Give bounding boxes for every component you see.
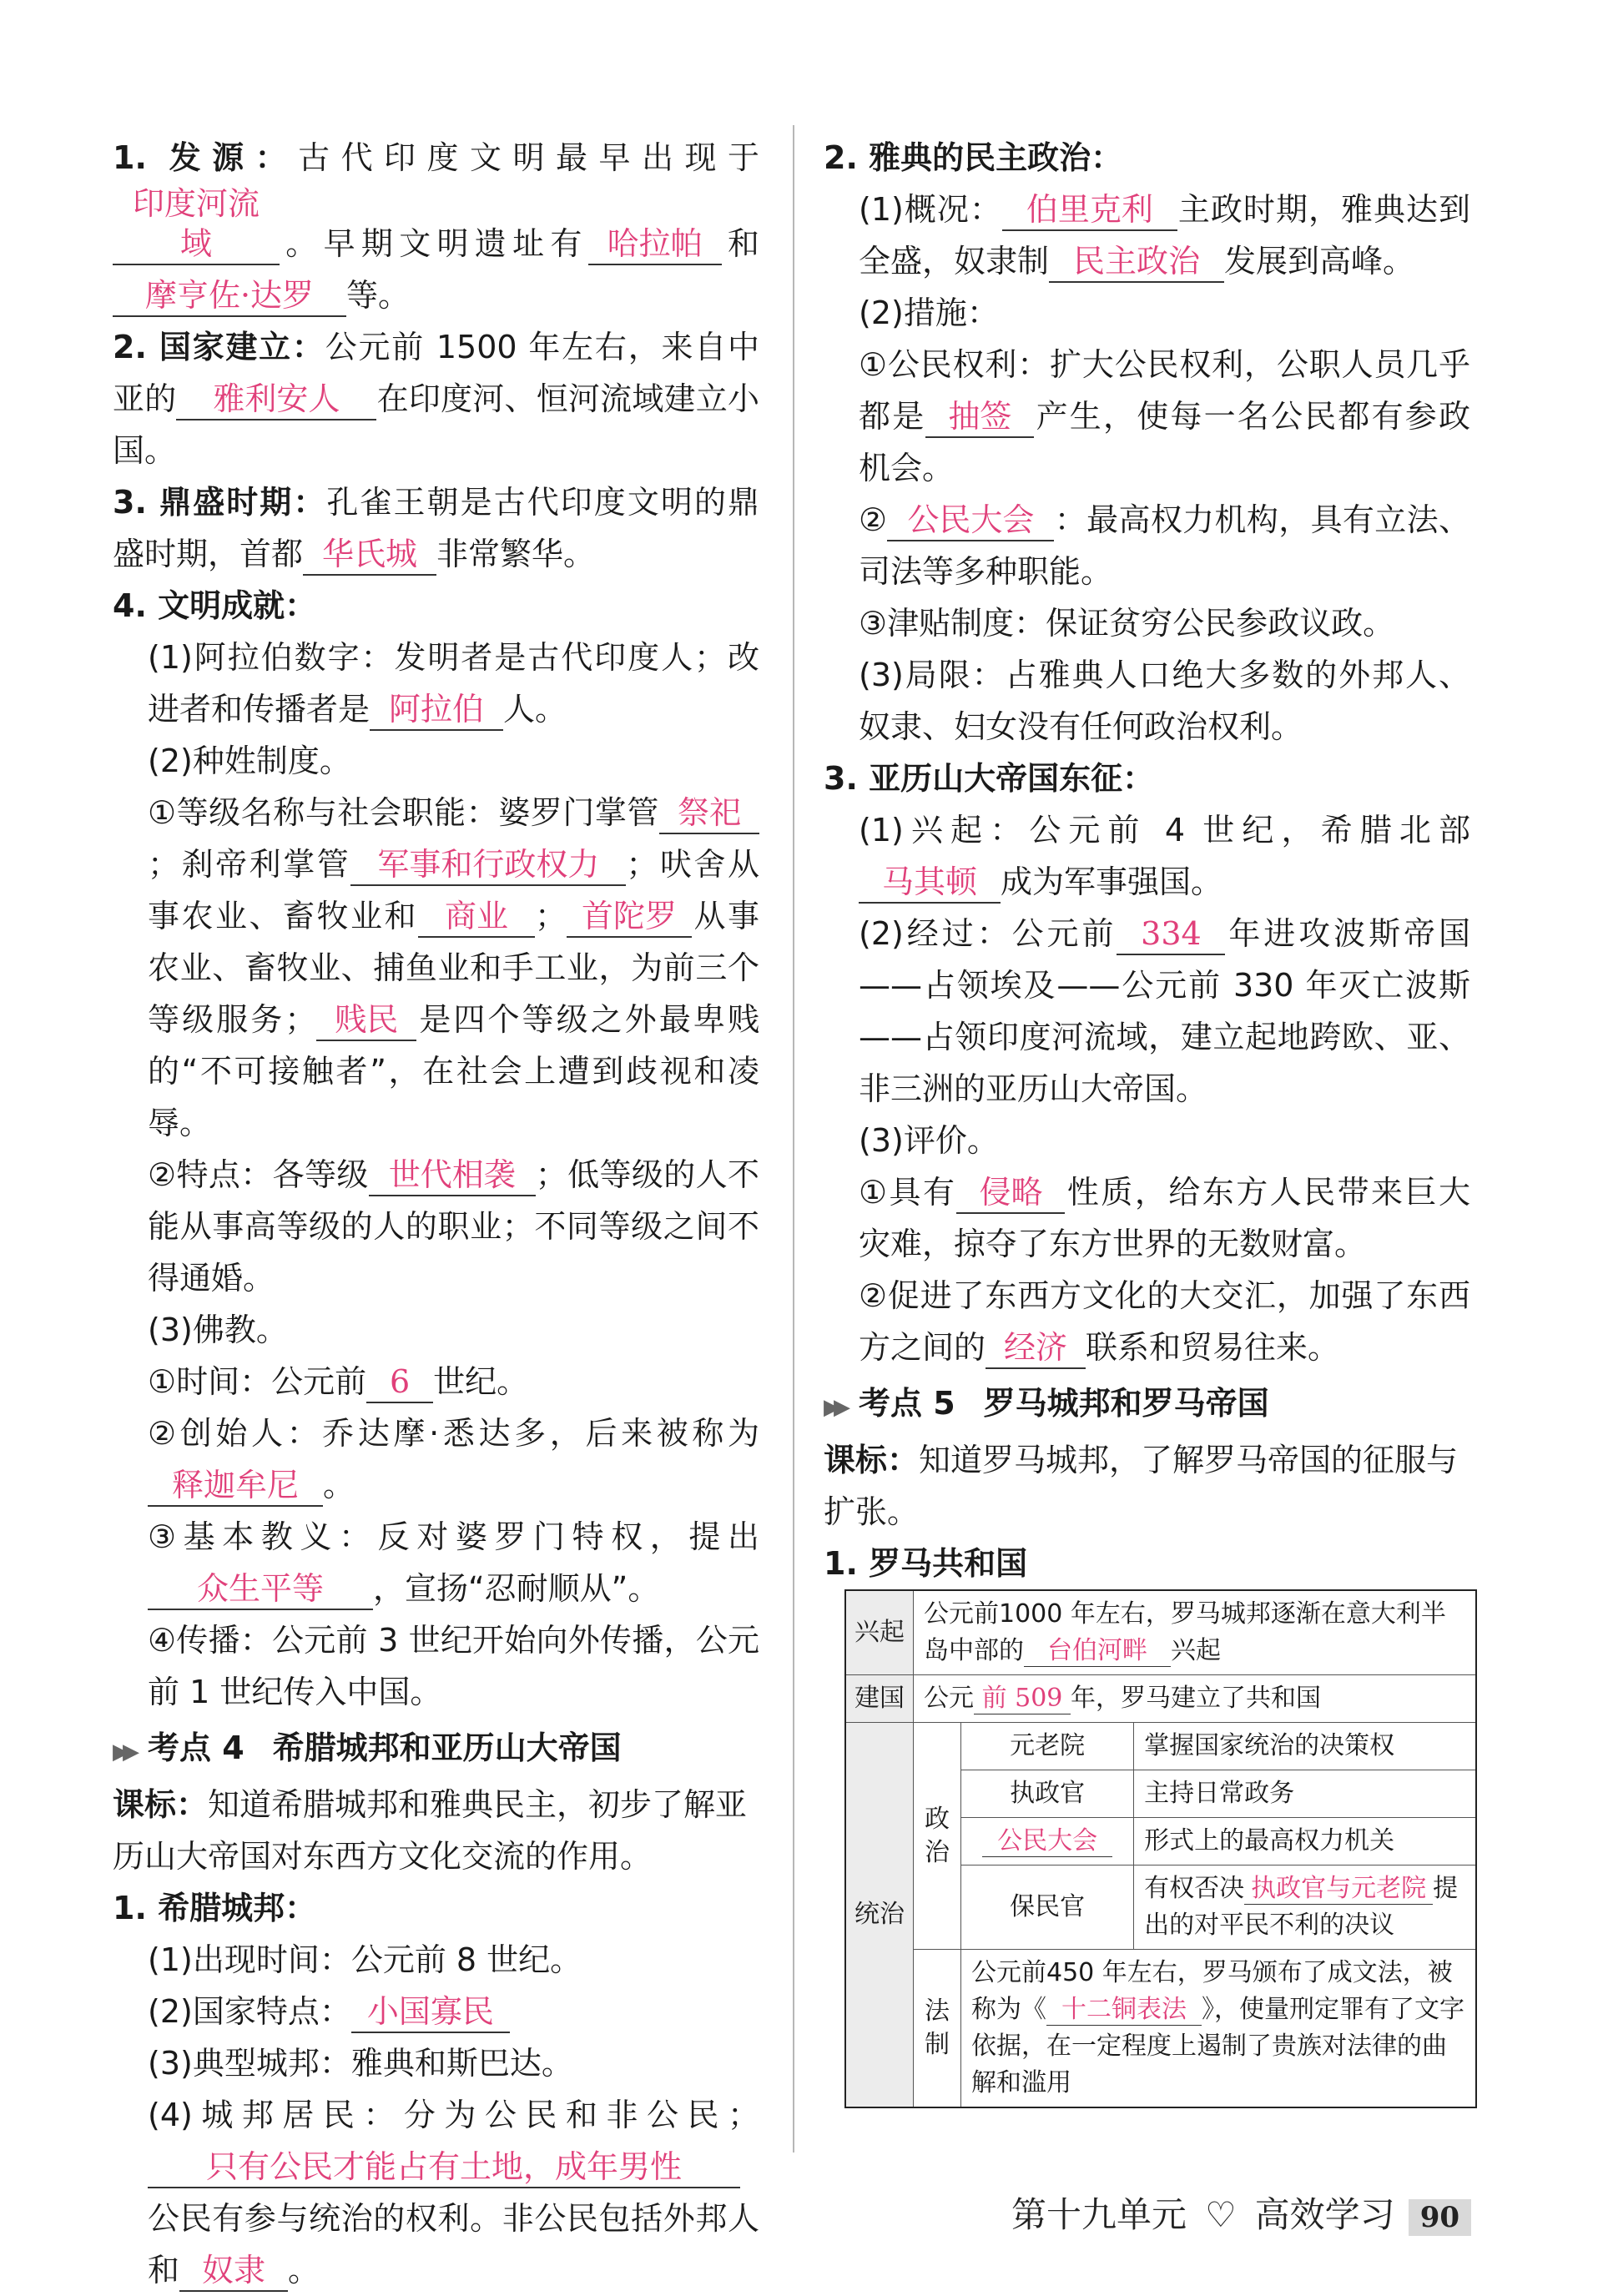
answer-blank: 台伯河畔	[1024, 1636, 1171, 1667]
double-triangle-icon: ▶▶	[824, 1395, 844, 1420]
answer-blank: 世代相袭	[369, 1155, 536, 1196]
alexander-rise: (1)兴起：公元前 4 世纪，希腊北部马其顿 成为军事强国。	[824, 804, 1470, 908]
alexander-course: (2)经过：公元前 334 年进攻波斯帝国——占领埃及——公元前 330 年灭亡波斯——占领印度河流域，建立起地跨欧、亚、非三洲的亚历山大帝国。	[859, 915, 1470, 1107]
curriculum-standard-5: 课标：知道罗马城邦，了解罗马帝国的征服与扩张。	[824, 1442, 1459, 1530]
greek-features: (2)国家特点： 小国寡民	[113, 1986, 759, 2037]
buddhism-founder: ②创始人：乔达摩·悉达多，后来被称为释迦牟尼 。	[113, 1407, 759, 1511]
left-column	[113, 132, 759, 2296]
roman-republic-table	[844, 1589, 1477, 2108]
answer-blank: 商业	[418, 896, 535, 938]
row-header-rise: 兴起	[845, 1590, 914, 1675]
sub-header-law: 法制	[914, 1950, 961, 2108]
org-consul: 执政官	[961, 1770, 1134, 1818]
achievement-caste-title: (2)种姓制度。	[148, 743, 351, 779]
sub-header-politics: 政治	[914, 1723, 961, 1950]
answer-blank: 释迦牟尼	[148, 1465, 323, 1507]
item-peak-period: 3. 鼎盛时期：孔雀王朝是古代印度文明的鼎盛时期，首都 华氏城 非常繁华。	[113, 476, 759, 580]
answer-blank: 公民大会	[982, 1826, 1112, 1857]
buddhism-doctrine: ③基本教义：反对婆罗门特权，提出众生平等 ，宣扬“忍耐顺从”。	[113, 1511, 759, 1614]
double-triangle-icon: ▶▶	[113, 1740, 133, 1765]
athens-allowance: ③津贴制度：保证贫穷公民参政议政。	[859, 605, 1395, 642]
athens-citizen-rights: ①公民权利：扩大公民权利，公职人员几乎都是 抽签 产生，使每一名公民都有参政机会。	[859, 346, 1470, 486]
column-divider	[793, 125, 794, 2152]
answer-blank: 众生平等	[148, 1568, 373, 1610]
org-consul-desc: 主持日常政务	[1134, 1770, 1476, 1818]
answer-blank: 公民大会	[887, 500, 1054, 541]
org-assembly	[961, 1818, 1134, 1866]
page-number: 90	[1409, 2199, 1471, 2236]
athens-democracy-title: 2. 雅典的民主政治：	[824, 139, 1123, 176]
row-header-founding: 建国	[845, 1675, 914, 1723]
answer-blank: 民主政治	[1049, 241, 1224, 283]
answer-blank: 马其顿	[859, 862, 1001, 904]
slogan-label: 高效学习	[1254, 2194, 1395, 2235]
table-row	[845, 1590, 1476, 1675]
right-column	[824, 132, 1470, 1589]
answer-blank: 祭祀	[659, 793, 759, 834]
item-state-founding: 2. 国家建立：公元前 1500 年左右，来自中亚的 雅利安人 在印度河、恒河流域建立小国。	[113, 329, 759, 469]
greek-emergence: (1)出现时间：公元前 8 世纪。	[148, 1941, 582, 1978]
item-origin: 1. 发源：古代印度文明最早出现于印度河流域 。早期文明遗址有 哈拉帕 和摩亨佐·达罗 等。	[113, 132, 759, 321]
athens-limits: (3)局限：占雅典人口绝大多数的外邦人、奴隶、妇女没有任何政治权利。	[859, 657, 1470, 745]
heart-icon: ♡	[1205, 2194, 1237, 2235]
section-header-4: ▶▶ 考点 4 希腊城邦和亚历山大帝国	[113, 1730, 622, 1766]
org-tribune: 保民官	[961, 1866, 1134, 1950]
org-tribune-desc: 有权否决 执政官与元老院 提出的对平民不利的决议	[1134, 1866, 1476, 1950]
answer-blank: 十二铜表法	[1046, 1995, 1202, 2026]
alexander-evaluation-2: ②促进了东西方文化的大交汇，加强了东西方之间的 经济 联系和贸易往来。	[824, 1270, 1470, 1373]
law-desc: 公元前450 年左右，罗马颁布了成文法，被称为《 十二铜表法 》，使量刑定罪有了文字依据，在一定程度上遏制了贵族对法律的曲解和滥用	[961, 1950, 1477, 2108]
table-row	[845, 1675, 1476, 1723]
answer-blank: 印度河流域	[113, 184, 280, 265]
athens-overview: (1)概况： 伯里克利 主政时期，雅典达到全盛，奴隶制 民主政治 发展到高峰。	[824, 184, 1470, 287]
caste-features: ②特点：各等级 世代相袭 ；低等级的人不能从事高等级的人的职业；不同等级之间不得通婚。	[148, 1156, 759, 1297]
row-header-rule: 统治	[845, 1723, 914, 2108]
answer-blank: 334	[1117, 914, 1225, 955]
curriculum-standard-4: 课标：知道希腊城邦和雅典民主，初步了解亚历山大帝国对东西方文化交流的作用。	[113, 1786, 748, 1875]
answer-blank: 阿拉伯	[370, 689, 503, 731]
answer-blank: 小国寡民	[351, 1991, 510, 2033]
answer-blank: 华氏城	[303, 534, 436, 576]
section-header-5: ▶▶ 考点 5 罗马城邦和罗马帝国	[824, 1385, 1269, 1422]
achievement-buddhism-title: (3)佛教。	[148, 1312, 288, 1348]
achievement-numerals: (1)阿拉伯数字：发明者是古代印度人；改进者和传播者是 阿拉伯 人。	[113, 632, 759, 735]
org-senate-desc: 掌握国家统治的决策权	[1134, 1723, 1476, 1770]
answer-blank: 贱民	[316, 999, 416, 1041]
table-row	[845, 1723, 1476, 1770]
answer-blank: 伯里克利	[1002, 189, 1177, 231]
roman-republic-title: 1. 罗马共和国	[824, 1545, 1028, 1582]
org-assembly-desc: 形式上的最高权力机关	[1134, 1818, 1476, 1866]
answer-blank: 雅利安人	[176, 379, 376, 420]
answer-blank: 执政官与元老院	[1244, 1874, 1433, 1905]
alexander-evaluation-1: ①具有 侵略 性质，给东方人民带来巨大灾难，掠夺了东方世界的无数财富。	[859, 1174, 1470, 1262]
answer-blank: 经济	[986, 1327, 1086, 1369]
answer-blank: 只有公民才能占有土地，成年男性	[148, 2147, 740, 2188]
org-senate: 元老院	[961, 1723, 1134, 1770]
buddhism-time: ①时间：公元前 6 世纪。	[113, 1356, 759, 1407]
alexander-title: 3. 亚历山大帝国东征：	[824, 760, 1155, 797]
answer-blank: 6	[366, 1362, 433, 1403]
caste-functions: ①等级名称与社会职能：婆罗门掌管 祭祀；刹帝利掌管 军事和行政权力 ；吠舍从事农业、畜牧业和 商业 ； 首陀罗 从事农业、畜牧业、捕鱼业和手工业，为前三个等级服务； 贱民 是四个等级之外最卑贱的“不可接触者”，在社会上遭到歧视和凌辱。	[148, 794, 759, 1141]
answer-blank: 奴隶	[179, 2250, 288, 2292]
table-row	[845, 1950, 1476, 2108]
answer-blank: 首陀罗	[567, 896, 692, 938]
page-footer	[1011, 2190, 1471, 2240]
item-achievements-title: 4. 文明成就：	[113, 587, 317, 624]
answer-blank: 抽签	[925, 396, 1034, 438]
athens-assembly: ② 公民大会 ：最高权力机构，具有立法、司法等多种职能。	[859, 501, 1470, 590]
answer-blank: 哈拉帕	[588, 224, 722, 265]
answer-blank: 军事和行政权力	[350, 844, 626, 886]
table-cell: 公元前1000 年左右，罗马城邦逐渐在意大利半岛中部的 台伯河畔 兴起	[914, 1590, 1477, 1675]
answer-blank: 前 509	[974, 1684, 1071, 1714]
answer-blank: 侵略	[956, 1172, 1065, 1214]
answer-blank: 摩亨佐·达罗	[113, 275, 346, 317]
buddhism-spread: ④传播：公元前 3 世纪开始向外传播，公元前 1 世纪传入中国。	[148, 1622, 759, 1710]
greek-typical: (3)典型城邦：雅典和斯巴达。	[148, 2045, 573, 2082]
greek-residents: (4)城邦居民：分为公民和非公民；只有公民才能占有土地，成年男性公民有参与统治的权利。非公民包括外邦人和 奴隶 。	[113, 2089, 759, 2296]
alexander-evaluation-title: (3)评价。	[859, 1122, 999, 1159]
greek-city-states-title: 1. 希腊城邦：	[113, 1890, 317, 1926]
athens-measures-title: (2)措施：	[859, 295, 999, 331]
unit-label: 第十九单元	[1011, 2194, 1187, 2235]
table-cell: 公元 前 509 年，罗马建立了共和国	[914, 1675, 1477, 1723]
